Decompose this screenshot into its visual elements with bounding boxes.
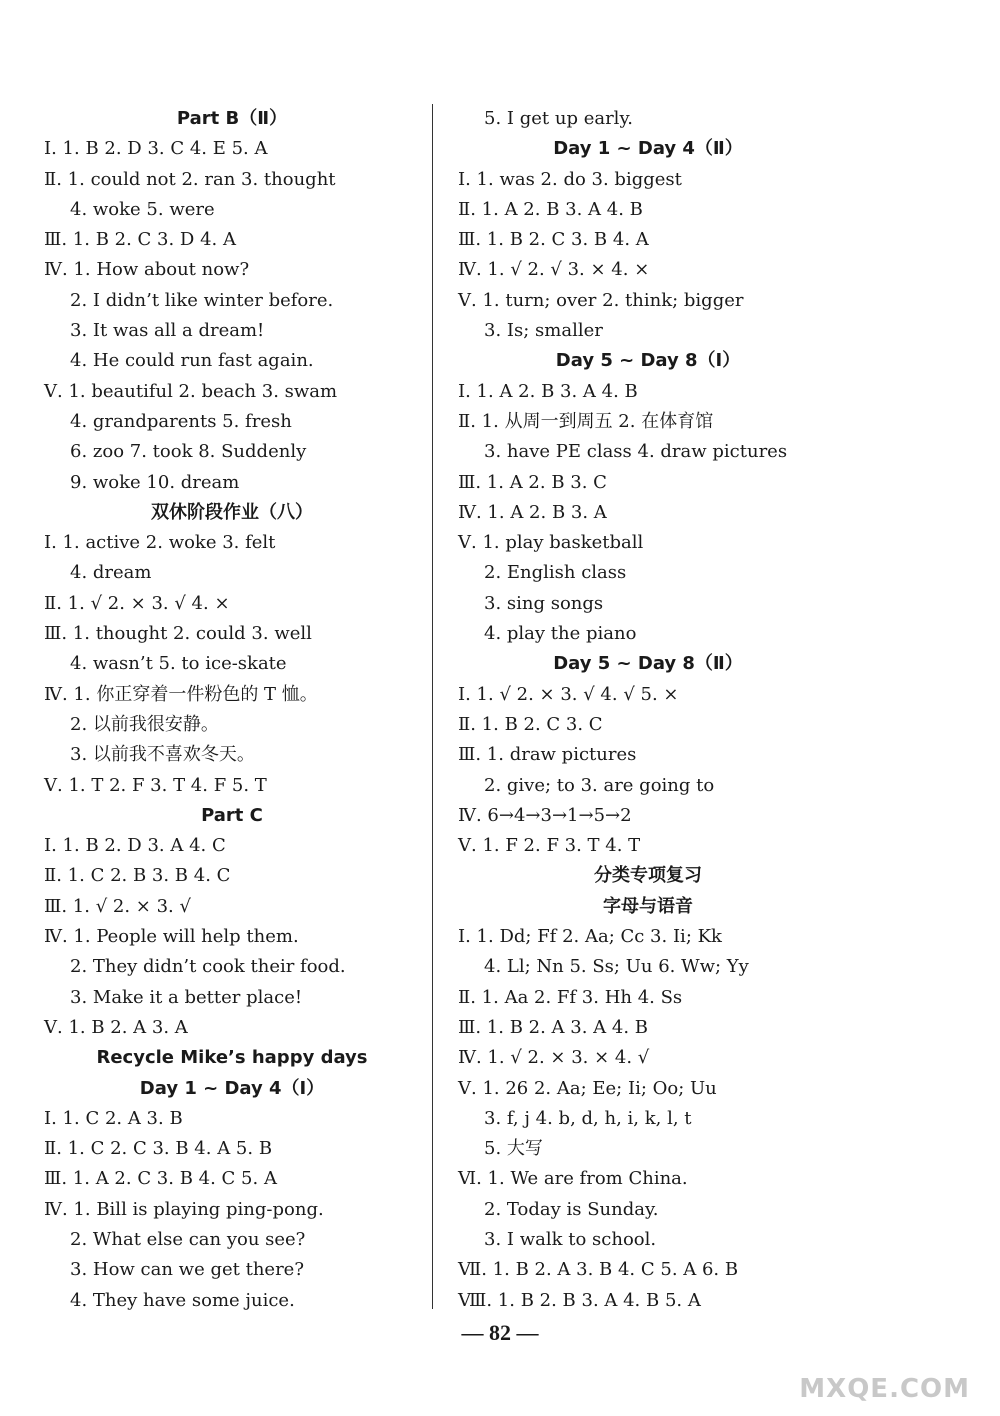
section-heading: Part C [201, 804, 263, 826]
section-heading: 双休阶段作业（八） [151, 501, 313, 523]
answer-line: Ⅴ. 1. play basketball [458, 532, 644, 554]
answer-line: 4. woke 5. were [70, 198, 215, 220]
answer-line: Ⅶ. 1. B 2. A 3. B 4. C 5. A 6. B [458, 1259, 739, 1281]
answer-line: Ⅰ. 1. C 2. A 3. B [44, 1107, 183, 1129]
answer-line: Ⅴ. 1. T 2. F 3. T 4. F 5. T [44, 774, 267, 796]
answer-line: Ⅲ. 1. A 2. B 3. C [458, 471, 607, 493]
answer-line: 2. 以前我很安静。 [70, 713, 219, 735]
answer-line: Ⅰ. 1. active 2. woke 3. felt [44, 532, 276, 554]
answer-line: 2. They didn’t cook their food. [70, 956, 346, 978]
answer-line: 4. play the piano [484, 623, 637, 645]
answer-column-right [458, 104, 838, 1316]
answer-line: 2. I didn’t like winter before. [70, 289, 334, 311]
answer-line: Ⅴ. 1. 26 2. Aa; Ee; Ii; Oo; Uu [458, 1077, 717, 1099]
answer-line: 3. How can we get there? [70, 1259, 304, 1281]
answer-line: Ⅳ. 1. A 2. B 3. A [458, 501, 607, 523]
answer-line: 2. What else can you see? [70, 1228, 306, 1250]
answer-line: Ⅲ. 1. √ 2. × 3. √ [44, 895, 191, 917]
answer-line: Ⅳ. 1. √ 2. × 3. × 4. √ [458, 1047, 650, 1069]
answer-line: Ⅳ. 1. People will help them. [44, 926, 299, 948]
section-heading: 字母与语音 [603, 895, 693, 917]
column-divider [432, 104, 433, 1309]
answer-line: 9. woke 10. dream [70, 471, 240, 493]
section-heading: Day 1 ~ Day 4（Ⅱ） [553, 138, 743, 160]
answer-line: Ⅰ. 1. √ 2. × 3. √ 4. √ 5. × [458, 683, 679, 705]
answer-line: 3. 以前我不喜欢冬天。 [70, 744, 255, 766]
answer-line: 4. He could run fast again. [70, 350, 314, 372]
answer-line: Ⅱ. 1. A 2. B 3. A 4. B [458, 198, 643, 220]
answer-line: 6. zoo 7. took 8. Suddenly [70, 441, 307, 463]
answer-line: Ⅲ. 1. B 2. C 3. D 4. A [44, 229, 236, 251]
section-heading: Recycle Mike’s happy days [96, 1047, 368, 1069]
answer-line: Ⅲ. 1. draw pictures [458, 744, 637, 766]
answer-line: Ⅳ. 1. √ 2. √ 3. × 4. × [458, 259, 650, 281]
answer-line: 3. Make it a better place! [70, 986, 303, 1008]
answer-line: Ⅳ. 6→4→3→1→5→2 [458, 804, 632, 826]
answer-line: Ⅲ. 1. thought 2. could 3. well [44, 623, 312, 645]
answer-line: Ⅴ. 1. F 2. F 3. T 4. T [458, 835, 641, 857]
answer-line: Ⅳ. 1. Bill is playing ping-pong. [44, 1198, 324, 1220]
answer-line: Ⅲ. 1. A 2. C 3. B 4. C 5. A [44, 1168, 277, 1190]
section-heading: Part B（Ⅱ） [176, 108, 288, 129]
answer-line: Ⅲ. 1. B 2. A 3. A 4. B [458, 1016, 649, 1038]
answer-line: 5. I get up early. [484, 108, 633, 129]
page-number: — 82 — [461, 1320, 539, 1345]
section-heading: Day 1 ~ Day 4（Ⅰ） [139, 1077, 325, 1099]
answer-line: 5. 大写 [484, 1138, 543, 1160]
answer-line: Ⅰ. 1. B 2. D 3. A 4. C [44, 835, 226, 857]
answer-line: 4. dream [70, 562, 152, 584]
answer-line: 3. Is; smaller [484, 320, 603, 342]
answer-line: 4. They have some juice. [70, 1289, 295, 1311]
answer-line: Ⅱ. 1. could not 2. ran 3. thought [44, 168, 336, 190]
answer-line: Ⅴ. 1. turn; over 2. think; bigger [458, 289, 744, 311]
answer-line: Ⅱ. 1. Aa 2. Ff 3. Hh 4. Ss [458, 986, 683, 1008]
answer-line: 3. f, j 4. b, d, h, i, k, l, t [484, 1107, 692, 1129]
section-heading: Day 5 ~ Day 8（Ⅱ） [553, 653, 743, 675]
answer-line: Ⅰ. 1. was 2. do 3. biggest [458, 168, 682, 190]
answer-line: 2. Today is Sunday. [484, 1198, 659, 1220]
answer-line: Ⅳ. 1. 你正穿着一件粉色的 T 恤。 [44, 683, 318, 705]
answer-line: Ⅰ. 1. A 2. B 3. A 4. B [458, 380, 638, 402]
answer-column-left [44, 104, 420, 1316]
answer-line: 2. English class [484, 562, 627, 584]
answer-line: Ⅱ. 1. C 2. C 3. B 4. A 5. B [44, 1138, 273, 1160]
answer-line: 3. It was all a dream! [70, 320, 265, 342]
answer-line: 3. have PE class 4. draw pictures [484, 441, 788, 463]
answer-line: Ⅳ. 1. How about now? [44, 259, 250, 281]
section-heading: Day 5 ~ Day 8（Ⅰ） [555, 350, 741, 372]
answer-line: Ⅵ. 1. We are from China. [458, 1168, 688, 1190]
answer-line: 3. sing songs [484, 592, 604, 614]
answer-line: Ⅷ. 1. B 2. B 3. A 4. B 5. A [458, 1289, 701, 1311]
answer-line: Ⅰ. 1. Dd; Ff 2. Aa; Cc 3. Ii; Kk [458, 926, 722, 948]
answer-line: Ⅱ. 1. √ 2. × 3. √ 4. × [44, 592, 230, 614]
watermark-logo: MXQE.COM [799, 1374, 970, 1404]
answer-line: 4. grandparents 5. fresh [70, 410, 292, 432]
answer-line: 3. I walk to school. [484, 1228, 657, 1250]
answer-line: 4. Ll; Nn 5. Ss; Uu 6. Ww; Yy [484, 956, 749, 978]
section-heading: 分类专项复习 [594, 865, 702, 887]
answer-line: Ⅲ. 1. B 2. C 3. B 4. A [458, 229, 649, 251]
answer-line: Ⅱ. 1. C 2. B 3. B 4. C [44, 865, 231, 887]
answer-line: 4. wasn’t 5. to ice-skate [70, 653, 287, 675]
answer-line: Ⅰ. 1. B 2. D 3. C 4. E 5. A [44, 138, 268, 160]
answer-line: Ⅴ. 1. B 2. A 3. A [44, 1016, 188, 1038]
answer-line: Ⅱ. 1. B 2. C 3. C [458, 713, 603, 735]
answer-line: Ⅴ. 1. beautiful 2. beach 3. swam [44, 380, 338, 402]
answer-line: Ⅱ. 1. 从周一到周五 2. 在体育馆 [458, 410, 714, 432]
answer-line: 2. give; to 3. are going to [484, 774, 715, 796]
